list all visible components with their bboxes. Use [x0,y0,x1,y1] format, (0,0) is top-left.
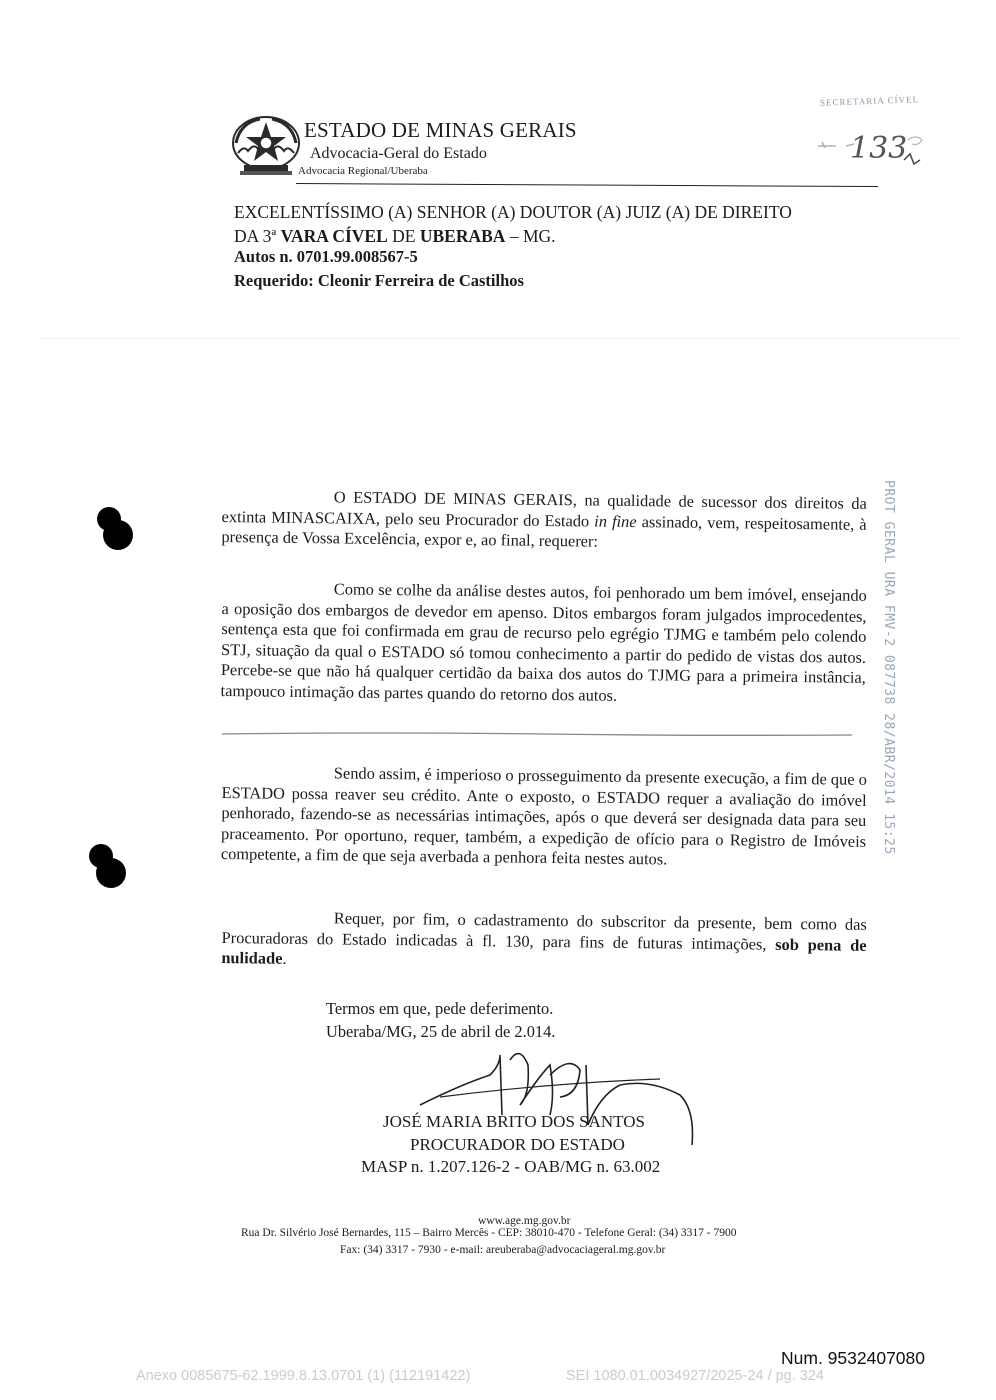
addressee-line-2: DA 3ª VARA CÍVEL DE UBERABA – MG. [234,226,556,246]
protocol-stamp: PROT GERAL URA FMV-2 087738 28/ABR/2014 15:25 [881,480,896,855]
addressee-line-1: EXCELENTÍSSIMO (A) SENHOR (A) DOUTOR (A) JUIZ (A) DE DIREITO [234,202,792,222]
case-number: Autos n. 0701.99.008567-5 [234,247,418,266]
letterhead-rule [296,183,878,187]
document-number: Num. 9532407080 [781,1348,925,1368]
punch-hole-mark [94,505,136,553]
attachment-reference: Anexo 0085675-62.1999.8.13.0701 (1) (112191422) [136,1368,471,1384]
footer-website: www.age.mg.gov.br [478,1215,571,1227]
paragraph-intro: O ESTADO DE MINAS GERAIS, na qualidade de sucessor dos direitos da extinta MINASCAIXA, pelo seu Procurador do Estado in fine assinado, vem, respeitosamente, à presença de Vossa Excelência, expor e, ao final, requerer: [221,487,867,551]
letterhead-office: Advocacia Regional/Uberaba [298,165,428,177]
handwritten-underline [222,731,852,737]
signatory-role: PROCURADOR DO ESTADO [410,1135,625,1154]
sei-reference: SEI 1080.01.0034927/2025-24 / pg. 324 [566,1368,824,1384]
paragraph-final-request: Requer, por fim, o cadastramento do subscritor da presente, bem como das Procuradoras do Estado indicadas à fl. 130, para fins de futuras intimações, sob pena de nulidade. [221,908,867,968]
punch-hole-mark [86,842,128,890]
coat-of-arms-icon [230,113,302,179]
place-date: Uberaba/MG, 25 de abril de 2.014. [326,1022,556,1041]
defendant: Requerido: Cleonir Ferreira de Castilhos [234,271,524,290]
paragraph-facts: Como se colhe da análise destes autos, foi penhorado um bem imóvel, ensejando a oposição dos embargos de devedor em apenso. Ditos embargos foram julgados improcedentes, sentença esta que foi confirmada em grau de recurso pelo egrégio TJMG e também pelo colendo STJ, situação da qual o ESTADO só tomou conhecimento a partir do pedido de vistas dos autos. Percebe-se que não há qualquer certidão da baixa dos autos do TJMG para a primeira instância, tampouco intimação das partes quando do retorno dos autos. [220,579,867,705]
signatory-name: JOSÉ MARIA BRITO DOS SANTOS [383,1112,645,1131]
letterhead-title: ESTADO DE MINAS GERAIS [304,118,577,142]
signatory-ids: MASP n. 1.207.126-2 - OAB/MG n. 63.002 [361,1157,661,1176]
footer-address: Rua Dr. Silvério José Bernardes, 115 – Bairro Mercês - CEP: 38010-470 - Telefone Geral: (34) 3317 - 7900 [241,1227,737,1239]
scan-line [40,338,960,339]
page-number-text: 133 [850,131,908,166]
court-name: VARA CÍVEL [280,226,388,246]
paragraph-request: Sendo assim, é imperioso o prosseguimento da presente execução, a fim de que o ESTADO possa reaver seu crédito. Ante o exposto, o ESTADO requer a avaliação do imóvel penhorado, fazendo-se as necessárias intimações, após o que deverá ser designada data para seu praceamento. Por oportuno, requer, também, a expedição de ofício para o Registro de Imóveis competente, a fim de que seja averbada a penhora feita nestes autos. [220,763,867,869]
secretaria-stamp: SECRETARIA CÍVEL [819,94,920,108]
closing-formula: Termos em que, pede deferimento. [326,999,554,1018]
city-name: UBERABA [419,226,506,246]
page-number-mark [812,112,932,172]
letterhead-subtitle: Advocacia-Geral do Estado [310,145,487,162]
footer-contact: Fax: (34) 3317 - 7930 - e-mail: areuberaba@advocaciageral.mg.gov.br [340,1244,666,1256]
